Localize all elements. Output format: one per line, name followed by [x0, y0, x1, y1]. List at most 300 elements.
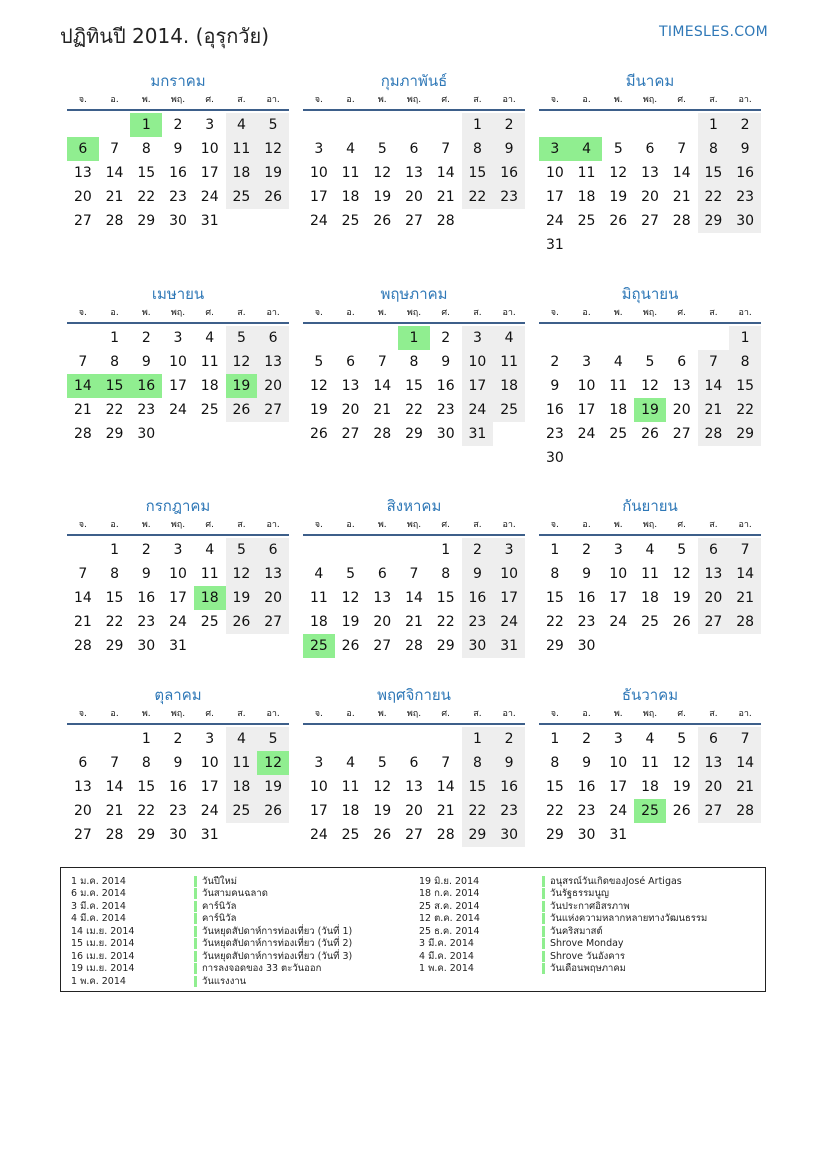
day-cell: 10 — [169, 566, 187, 582]
holiday-date: 18 ก.ค. 2014 — [419, 888, 480, 900]
day-cell: 30 — [137, 638, 156, 654]
day-cell: 18 — [641, 590, 659, 606]
day-cell: 12 — [257, 137, 289, 161]
day-cell: 22 — [105, 614, 124, 630]
day-cell: 5 — [677, 731, 687, 747]
weekday-label: ส. — [237, 308, 246, 318]
month-calendar — [539, 284, 761, 470]
day-cell: 21 — [672, 189, 691, 205]
day-cell: 22 — [462, 799, 494, 823]
day-cell: 26 — [341, 638, 360, 654]
weekday-label: ส. — [473, 709, 482, 719]
holiday-name: อนุสรณ์วันเกิดของJosé Artigas — [550, 875, 682, 887]
day-cell: 28 — [436, 827, 455, 843]
weekday-label: พ. — [141, 308, 151, 318]
day-cell: 17 — [200, 165, 219, 181]
day-cell: 18 — [226, 161, 258, 185]
day-cell: 25 — [341, 213, 360, 229]
empty-day-cell — [335, 727, 367, 751]
month-calendar — [67, 685, 289, 847]
day-cell: 14 — [729, 751, 761, 775]
day-cell: 4 — [571, 137, 603, 161]
day-cell: 6 — [677, 354, 687, 370]
day-cell: 7 — [729, 538, 761, 562]
day-cell: 27 — [73, 827, 92, 843]
day-cell: 1 — [550, 731, 560, 747]
holiday-name: วันหยุดสัปดาห์การท่องเที่ยว (วันที่ 3) — [202, 950, 353, 962]
day-cell: 25 — [609, 426, 628, 442]
day-cell: 26 — [309, 426, 328, 442]
day-cell: 8 — [550, 755, 560, 771]
day-cell: 17 — [577, 402, 596, 418]
holiday-date: 19 เม.ย. 2014 — [71, 963, 135, 975]
month-name: ธันวาคม — [621, 686, 679, 704]
day-cell: 12 — [257, 751, 289, 775]
day-cell: 6 — [645, 141, 655, 157]
holiday-marker — [194, 951, 197, 962]
day-cell: 14 — [698, 374, 730, 398]
day-cell: 6 — [257, 538, 289, 562]
day-cell: 25 — [226, 799, 258, 823]
holiday-date: 4 มี.ค. 2014 — [71, 913, 126, 925]
day-cell: 13 — [341, 378, 360, 394]
weekday-label: อา. — [266, 709, 280, 719]
weekday-label: ส. — [709, 709, 718, 719]
empty-day-cell — [539, 326, 571, 350]
month-name: สิงหาคม — [386, 497, 442, 515]
month-calendar — [67, 284, 289, 446]
weekday-label: ส. — [473, 308, 482, 318]
day-cell: 7 — [409, 566, 419, 582]
day-cell: 27 — [73, 213, 92, 229]
day-cell: 23 — [493, 185, 525, 209]
empty-day-cell — [366, 538, 398, 562]
day-cell: 5 — [613, 141, 623, 157]
day-cell: 10 — [493, 562, 525, 586]
day-cell: 11 — [341, 165, 360, 181]
day-cell: 13 — [73, 165, 92, 181]
empty-day-cell — [67, 113, 99, 137]
month-name: กุมภาพันธ์ — [380, 72, 448, 90]
day-cell: 12 — [672, 755, 691, 771]
weekday-label: ส. — [237, 95, 246, 105]
day-cell: 25 — [200, 402, 219, 418]
month-calendar — [303, 284, 525, 446]
day-cell: 11 — [493, 350, 525, 374]
day-cell: 3 — [314, 141, 324, 157]
day-cell: 11 — [609, 378, 628, 394]
weekday-label: ศ. — [677, 95, 686, 105]
day-cell: 28 — [73, 426, 92, 442]
day-cell: 1 — [130, 113, 162, 137]
day-cell: 18 — [200, 378, 219, 394]
weekday-label: จ. — [314, 709, 323, 719]
day-cell: 9 — [141, 566, 151, 582]
day-cell: 13 — [698, 751, 730, 775]
empty-day-cell — [67, 326, 99, 350]
legend-column-left — [71, 875, 352, 988]
day-cell: 5 — [346, 566, 356, 582]
day-cell: 22 — [545, 614, 564, 630]
empty-day-cell — [666, 113, 698, 137]
day-cell: 13 — [405, 779, 423, 795]
day-cell: 14 — [405, 590, 423, 606]
empty-day-cell — [366, 113, 398, 137]
holiday-date: 25 ส.ค. 2014 — [419, 900, 480, 912]
day-cell: 9 — [582, 566, 592, 582]
empty-day-cell — [602, 113, 634, 137]
day-cell: 13 — [373, 590, 392, 606]
day-cell: 2 — [493, 113, 525, 137]
weekday-label: ส. — [237, 520, 246, 530]
month-name: พฤษภาคม — [380, 285, 448, 303]
day-cell: 11 — [226, 137, 258, 161]
weekday-label: พฤ. — [642, 520, 658, 530]
day-cell: 27 — [405, 827, 423, 843]
day-cell: 3 — [539, 137, 571, 161]
empty-day-cell — [430, 113, 462, 137]
day-cell: 10 — [609, 566, 628, 582]
day-cell: 14 — [436, 779, 455, 795]
day-cell: 28 — [105, 213, 124, 229]
day-cell: 16 — [729, 161, 761, 185]
day-cell: 7 — [110, 755, 120, 771]
empty-day-cell — [99, 113, 131, 137]
day-cell: 24 — [169, 402, 187, 418]
weekday-header — [303, 306, 525, 324]
day-cell: 17 — [309, 189, 328, 205]
day-cell: 3 — [493, 538, 525, 562]
weekday-label: พ. — [141, 520, 151, 530]
day-cell: 21 — [405, 614, 423, 630]
empty-day-cell — [398, 113, 430, 137]
weekday-label: อา. — [502, 95, 516, 105]
day-cell: 8 — [409, 354, 419, 370]
day-cell: 3 — [613, 731, 623, 747]
holiday-marker — [194, 901, 197, 912]
day-cell: 5 — [226, 326, 258, 350]
day-cell: 12 — [226, 350, 258, 374]
day-cell: 7 — [729, 727, 761, 751]
empty-day-cell — [398, 538, 430, 562]
empty-day-cell — [366, 326, 398, 350]
day-cell: 16 — [577, 590, 596, 606]
weekday-label: อา. — [266, 520, 280, 530]
holiday-marker — [542, 926, 545, 937]
day-cell: 16 — [493, 775, 525, 799]
day-cell: 17 — [200, 779, 219, 795]
holiday-marker — [542, 938, 545, 949]
day-cell: 27 — [698, 610, 730, 634]
weekday-header — [67, 93, 289, 111]
day-cell: 27 — [257, 398, 289, 422]
day-cell: 15 — [545, 779, 564, 795]
day-cell: 4 — [493, 326, 525, 350]
day-cell: 27 — [641, 213, 659, 229]
day-cell: 20 — [257, 374, 289, 398]
day-cell: 9 — [462, 562, 494, 586]
day-cell: 2 — [441, 330, 451, 346]
weekday-label: พฤ. — [170, 520, 186, 530]
day-cell: 10 — [609, 755, 628, 771]
day-cell: 17 — [609, 590, 628, 606]
day-cell: 21 — [105, 189, 124, 205]
day-cell: 14 — [105, 779, 124, 795]
day-cell: 25 — [641, 614, 659, 630]
weekday-label: พ. — [613, 308, 623, 318]
day-cell: 2 — [582, 731, 592, 747]
holiday-date: 4 มี.ค. 2014 — [419, 950, 474, 962]
weekday-label: ศ. — [441, 709, 450, 719]
day-cell: 15 — [137, 165, 156, 181]
day-cell: 21 — [436, 189, 455, 205]
day-cell: 27 — [257, 610, 289, 634]
weekday-label: พ. — [377, 95, 387, 105]
day-cell: 8 — [550, 566, 560, 582]
weekday-label: อ. — [582, 95, 591, 105]
day-cell: 8 — [462, 751, 494, 775]
day-cell: 11 — [309, 590, 328, 606]
day-cell: 20 — [698, 586, 730, 610]
day-cell: 28 — [405, 638, 423, 654]
weekday-label: จ. — [550, 709, 559, 719]
day-cell: 19 — [634, 398, 666, 422]
day-cell: 20 — [672, 402, 691, 418]
day-cell: 6 — [409, 141, 419, 157]
weekday-label: พฤ. — [406, 709, 422, 719]
day-cell: 18 — [641, 779, 659, 795]
day-cell: 3 — [314, 755, 324, 771]
empty-day-cell — [366, 727, 398, 751]
day-cell: 2 — [173, 731, 183, 747]
day-cell: 25 — [341, 827, 360, 843]
day-cell: 6 — [257, 326, 289, 350]
day-grid — [539, 727, 761, 847]
day-cell: 6 — [698, 538, 730, 562]
day-cell: 5 — [257, 727, 289, 751]
weekday-label: พ. — [141, 95, 151, 105]
day-cell: 26 — [257, 799, 289, 823]
day-cell: 30 — [729, 209, 761, 233]
day-cell: 23 — [137, 402, 156, 418]
weekday-label: ศ. — [205, 520, 214, 530]
day-grid — [67, 326, 289, 446]
day-cell: 29 — [729, 422, 761, 446]
day-cell: 2 — [462, 538, 494, 562]
day-cell: 12 — [373, 165, 392, 181]
day-cell: 30 — [169, 213, 187, 229]
holiday-legend — [60, 867, 766, 992]
weekday-label: พฤ. — [642, 709, 658, 719]
day-cell: 28 — [698, 422, 730, 446]
day-cell: 18 — [577, 189, 596, 205]
weekday-label: อา. — [502, 308, 516, 318]
day-cell: 9 — [550, 378, 560, 394]
day-cell: 29 — [137, 827, 156, 843]
weekday-label: ศ. — [677, 308, 686, 318]
month-calendar — [539, 496, 761, 658]
day-cell: 31 — [200, 213, 219, 229]
month-calendar — [539, 71, 761, 257]
holiday-date: 1 พ.ค. 2014 — [71, 975, 126, 987]
weekday-label: ส. — [473, 95, 482, 105]
weekday-label: จ. — [78, 95, 87, 105]
brand-link[interactable]: TIMESLES.COM — [659, 24, 768, 40]
day-cell: 29 — [545, 827, 564, 843]
day-cell: 4 — [226, 113, 258, 137]
day-cell: 17 — [169, 590, 187, 606]
day-cell: 19 — [341, 614, 360, 630]
day-cell: 21 — [436, 803, 455, 819]
weekday-label: ศ. — [205, 95, 214, 105]
day-cell: 7 — [677, 141, 687, 157]
weekday-label: ศ. — [677, 709, 686, 719]
weekday-label: ส. — [473, 520, 482, 530]
day-cell: 24 — [309, 213, 328, 229]
day-grid — [67, 113, 289, 233]
empty-day-cell — [303, 113, 335, 137]
day-cell: 17 — [309, 803, 328, 819]
day-cell: 3 — [613, 542, 623, 558]
day-cell: 3 — [173, 330, 183, 346]
empty-day-cell — [430, 727, 462, 751]
empty-day-cell — [398, 727, 430, 751]
weekday-label: จ. — [78, 520, 87, 530]
holiday-name: วันเดือนพฤษภาคม — [550, 963, 626, 975]
day-cell: 13 — [672, 378, 691, 394]
day-cell: 19 — [672, 590, 691, 606]
day-cell: 24 — [200, 189, 219, 205]
day-cell: 5 — [314, 354, 324, 370]
day-cell: 24 — [493, 610, 525, 634]
day-cell: 18 — [226, 775, 258, 799]
day-cell: 1 — [110, 330, 120, 346]
day-cell: 29 — [436, 638, 455, 654]
day-cell: 26 — [672, 803, 691, 819]
day-grid — [303, 727, 525, 847]
weekday-label: อา. — [266, 308, 280, 318]
day-cell: 2 — [493, 727, 525, 751]
day-cell: 11 — [577, 165, 596, 181]
weekday-label: พ. — [377, 520, 387, 530]
day-cell: 4 — [314, 566, 324, 582]
holiday-name: การลงจอดของ 33 ตะวันออก — [202, 963, 322, 975]
empty-day-cell — [303, 538, 335, 562]
day-cell: 31 — [462, 422, 494, 446]
day-cell: 24 — [169, 614, 187, 630]
day-cell: 23 — [577, 803, 596, 819]
day-cell: 14 — [73, 590, 92, 606]
weekday-label: จ. — [314, 95, 323, 105]
day-cell: 4 — [645, 542, 655, 558]
holiday-name: วันสามคนฉลาด — [202, 888, 268, 900]
weekday-label: พฤ. — [170, 95, 186, 105]
holiday-name: Shrove วันอังคาร — [550, 950, 626, 962]
day-cell: 4 — [346, 755, 356, 771]
weekday-label: พฤ. — [170, 709, 186, 719]
day-cell: 1 — [110, 542, 120, 558]
day-grid — [67, 538, 289, 658]
day-cell: 13 — [257, 350, 289, 374]
day-cell: 8 — [110, 566, 120, 582]
day-cell: 9 — [441, 354, 451, 370]
day-cell: 29 — [462, 823, 494, 847]
day-cell: 6 — [78, 755, 88, 771]
weekday-label: อ. — [110, 308, 119, 318]
day-cell: 4 — [346, 141, 356, 157]
day-cell: 30 — [577, 827, 596, 843]
day-cell: 14 — [67, 374, 99, 398]
holiday-name: วันแห่งความหลากหลายทางวัฒนธรรม — [550, 913, 708, 925]
day-cell: 5 — [645, 354, 655, 370]
day-cell: 29 — [137, 213, 156, 229]
day-cell: 17 — [462, 374, 494, 398]
weekday-header — [303, 707, 525, 725]
weekday-header — [539, 707, 761, 725]
day-cell: 3 — [462, 326, 494, 350]
day-cell: 20 — [257, 586, 289, 610]
holiday-marker — [542, 888, 545, 899]
empty-day-cell — [335, 326, 367, 350]
day-cell: 21 — [373, 402, 392, 418]
day-cell: 7 — [441, 755, 451, 771]
day-cell: 30 — [137, 426, 156, 442]
day-grid — [303, 326, 525, 446]
day-cell: 27 — [405, 213, 423, 229]
day-cell: 2 — [173, 117, 183, 133]
weekday-label: อา. — [502, 520, 516, 530]
day-cell: 7 — [377, 354, 387, 370]
empty-day-cell — [67, 727, 99, 751]
weekday-label: อา. — [738, 95, 752, 105]
empty-day-cell — [634, 326, 666, 350]
weekday-label: พฤ. — [170, 308, 186, 318]
day-cell: 6 — [67, 137, 99, 161]
empty-day-cell — [634, 113, 666, 137]
day-cell: 22 — [137, 803, 156, 819]
day-cell: 27 — [373, 638, 392, 654]
day-cell: 15 — [462, 161, 494, 185]
day-cell: 19 — [373, 803, 392, 819]
day-grid — [67, 727, 289, 847]
day-cell: 21 — [729, 586, 761, 610]
day-cell: 8 — [462, 137, 494, 161]
day-cell: 19 — [257, 775, 289, 799]
empty-day-cell — [698, 326, 730, 350]
day-cell: 16 — [493, 161, 525, 185]
day-cell: 7 — [78, 566, 88, 582]
day-cell: 12 — [373, 779, 392, 795]
empty-day-cell — [571, 326, 603, 350]
day-cell: 23 — [169, 189, 187, 205]
weekday-label: อ. — [346, 95, 355, 105]
day-cell: 15 — [436, 590, 455, 606]
weekday-label: พฤ. — [642, 95, 658, 105]
day-cell: 17 — [545, 189, 564, 205]
day-cell: 9 — [173, 141, 183, 157]
weekday-header — [303, 93, 525, 111]
day-cell: 9 — [141, 354, 151, 370]
weekday-header — [303, 518, 525, 536]
month-name: มกราคม — [150, 72, 206, 90]
day-cell: 10 — [309, 779, 328, 795]
day-cell: 24 — [545, 213, 564, 229]
day-cell: 16 — [545, 402, 564, 418]
holiday-name: วันหยุดสัปดาห์การท่องเที่ยว (วันที่ 1) — [202, 925, 353, 937]
holiday-date: 6 ม.ค. 2014 — [71, 888, 126, 900]
day-cell: 26 — [609, 213, 628, 229]
day-cell: 19 — [373, 189, 392, 205]
